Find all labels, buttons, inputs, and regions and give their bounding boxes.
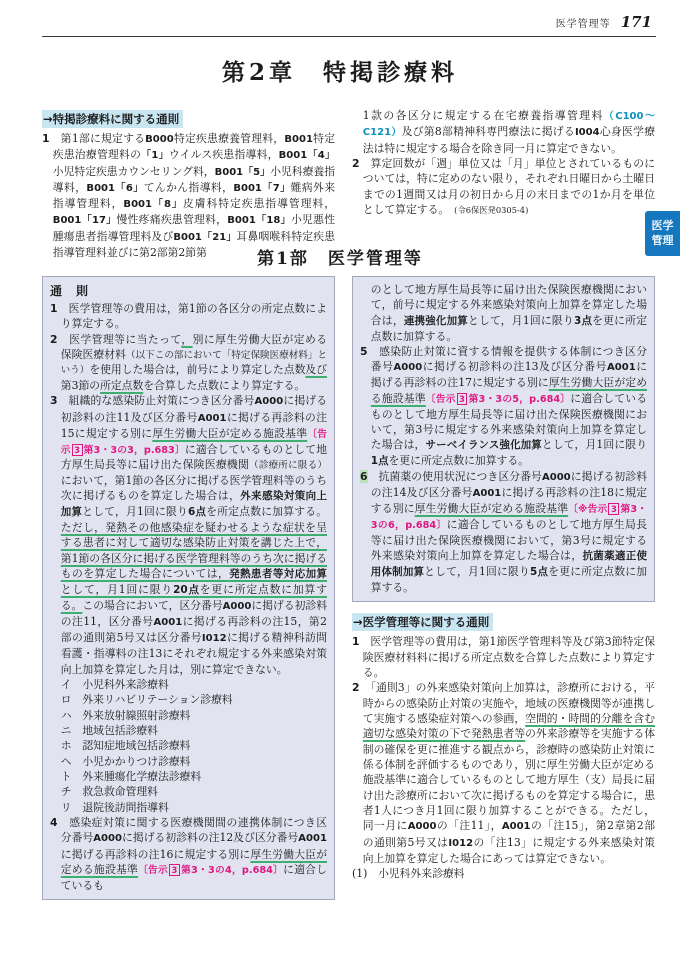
side-tab-line2: 管理 xyxy=(651,233,674,247)
list-item: イ 小児科外来診療料 xyxy=(60,678,169,692)
paragraph: 6 抗菌薬の使用状況につき区分番号A000に掲げる初診料の注14及び区分番号A001に掲げる再診料の注18に規定する別に厚生労働大臣が定める施設基準〔※告示 3 第3・3の6，p.684〕に適合しているものとして地方厚生局長等に届け出た保険医療機関において，第3号に規定する外来感染対策向上加算を算定した場合は，抗菌薬適正使用体制加算として，月1回に限り5点を更に所定点数に加算する。 xyxy=(360,469,648,595)
right-column-stack xyxy=(352,276,655,882)
paragraph: 2 医学管理等に当たって，別に厚生労働大臣が定める保険医療材料（以下この部において「特定保険医療材料」という）を使用した場合は，前号により算定した点数及び第3節の所定点数を合算した点数により算定する。 xyxy=(50,332,328,392)
list-item: ヘ 小児かかりつけ診療料 xyxy=(60,754,191,768)
top-left-column xyxy=(42,108,335,260)
header-rule xyxy=(42,36,656,37)
paragraph: 2 「通則3」の外来感染対策向上加算は，診療所における，平時からの感染防止対策の実施や，地域の医療機関等が連携して実施する感染症対策への参画，空間的・時間的分離を含む適切な感染対策の下で発熱患者等の外来診療等を実施する体制の確保を更に推進する観点から，診療時の感染防止対策に係る体制を評価するものであり，別に厚生労働大臣が定める施設基準に適合しているものとして地方厚生（支）局長に届け出た診療所において次に掲げるものを算定する場合に，患者1人につき月1回に限り加算することができる。ただし，同一月にA000の「注11」，A001の「注15」，第2章第2部の通則第5号又はI012の「注13」に規定する外来感染対策向上加算を算定した場合にあっては算定できない。 xyxy=(352,681,656,865)
top-two-column-section xyxy=(42,108,655,260)
page-number: 171 xyxy=(620,13,652,31)
paragraph: 1款の各区分に規定する在宅療養指導管理料（C100～C121）及び第8部精神科専門療法に掲げるI004心身医学療法は特に規定する場合を除き同一月に算定できない。 xyxy=(362,109,655,155)
list-item: ト 外来腫瘍化学療法診療料 xyxy=(60,770,202,784)
list-item: (1) 小児科外来診療料 xyxy=(352,867,465,881)
paragraph: 4 感染症対策に関する医療機関間の連携体制につき区分番号A000に掲げる初診料の注12及び区分番号A001に掲げる再診料の注16に規定する別に厚生労働大臣が定める施設基準〔告示 3 第3・3の4，p.684〕に適合しているも xyxy=(50,816,327,892)
top-left-paragraphs xyxy=(42,131,335,260)
general-rules-box-right xyxy=(352,276,655,602)
list-item: リ 退院後訪問指導料 xyxy=(60,800,169,814)
general-rules-box-left xyxy=(42,276,335,900)
list-item: チ 救急救命管理料 xyxy=(60,785,158,799)
chapter-title: 第2章 特掲診療料 xyxy=(221,59,458,86)
paragraph: 1 医学管理等の費用は，第1節の各区分の所定点数により算定する。 xyxy=(50,302,327,331)
list-item: ロ 外来リハビリテーション診療料 xyxy=(60,693,233,707)
list-item: ニ 地域包括診療料 xyxy=(60,724,158,738)
list-item: ホ 認知症地域包括診療料 xyxy=(60,739,191,753)
running-head-section-label: 医学管理等 xyxy=(555,19,611,30)
paragraph: 1 第1部に規定するB000特定疾患療養管理料，B001特定疾患治療管理料の「1」ウイルス疾患指導料，B001「4」小児特定疾患カウンセリング料，B001「5」小児科療養指導料，B001「6」てんかん指導料，B001「7」難病外来指導管理料，B001「8」皮膚科特定疾患指導管理料，B001「17」慢性疼痛疾患管理料，B001「18」小児悪性腫瘍患者指導管理料及びB001「21」耳鼻咽喉科特定疾患指導管理料並びに第2部第2節第 xyxy=(42,132,336,259)
side-tab-line1: 医学 xyxy=(651,219,674,233)
paragraph: 2 算定回数が「週」単位又は「月」単位とされているものについては，特に定めのない限り，それぞれ日曜日から土曜日までの1週間又は月の初日から月の末日までの1か月を単位として算定する。 (令6保医発0305-4) xyxy=(352,156,656,216)
general-rules-section xyxy=(42,276,655,900)
running-head xyxy=(556,13,652,31)
side-tab-medical-management xyxy=(645,211,680,256)
general-rules-box-title: 通 則 xyxy=(50,284,90,298)
paragraph: 1 医学管理等の費用は，第1節医学管理料等及び第3節特定保険医療材料料に掲げる所定点数を合算した点数により算定する。 xyxy=(352,635,655,680)
list-item: ハ 外来放射線照射診療料 xyxy=(60,708,191,722)
bottom-paragraphs xyxy=(352,634,655,881)
general-rules-left-paragraphs xyxy=(50,301,327,893)
paragraph: のとして地方厚生局長等に届け出た保険医療機関において，前号に規定する外来感染対策向上加算を算定した場合は，連携強化加算として，月1回に限り3点を更に所定点数に加算する。 xyxy=(370,283,648,343)
paragraph: 5 感染防止対策に資する情報を提供する体制につき区分番号A000に掲げる初診料の注13及び区分番号A001に掲げる再診料の注17に規定する別に厚生労働大臣が定める施設基準〔告示 3 第3・3の5，p.684〕に適合しているものとして地方厚生局長等に届け出た保険医療機関において，第3号に規定する外来感染対策向上加算を算定した場合は，サーベイランス強化加算として，月1回に限り1点を更に所定点数に加算する。 xyxy=(360,344,648,468)
heading-igaku-tsusoku: →医学管理等に関する通則 xyxy=(352,613,493,631)
top-right-column xyxy=(352,108,655,260)
top-right-paragraphs xyxy=(352,108,655,217)
part-title: 第1部 医学管理等 xyxy=(257,249,423,269)
paragraph: 3 組織的な感染防止対策につき区分番号A000に掲げる初診料の注11及び区分番号A001に掲げる再診料の注15に規定する別に厚生労働大臣が定める施設基準〔告示 3 第3・3の3，p.683〕に適合しているものとして地方厚生局長等に届け出た保険医療機関（診療所に限る）において，第1節の各区分に掲げる医学管理料等のうち次に掲げるものを算定した場合は，外来感染対策向上加算として，月1回に限り6点を所定点数に加算する。ただし，発熱その他感染症を疑わせるような症状を呈する患者に対して適切な感染防止対策を講じた上で，第1節の各区分に掲げる医学管理料等のうち次に掲げるものを算定した場合については，発熱患者等対応加算として，月1回に限り20点を更に所定点数に加算する。この場合において，区分番号A000に掲げる初診料の注11，区分番号A001に掲げる再診料の注15，第2部の通則第5号又は区分番号I012に掲げる精神科訪問看護・指導料の注13にそれぞれ規定する外来感染対策向上加算を算定した月は，別に算定できない。 xyxy=(50,394,328,676)
heading-tokkei-tsusoku: →特掲診療料に関する通則 xyxy=(42,110,183,128)
general-rules-right-paragraphs xyxy=(360,282,647,595)
